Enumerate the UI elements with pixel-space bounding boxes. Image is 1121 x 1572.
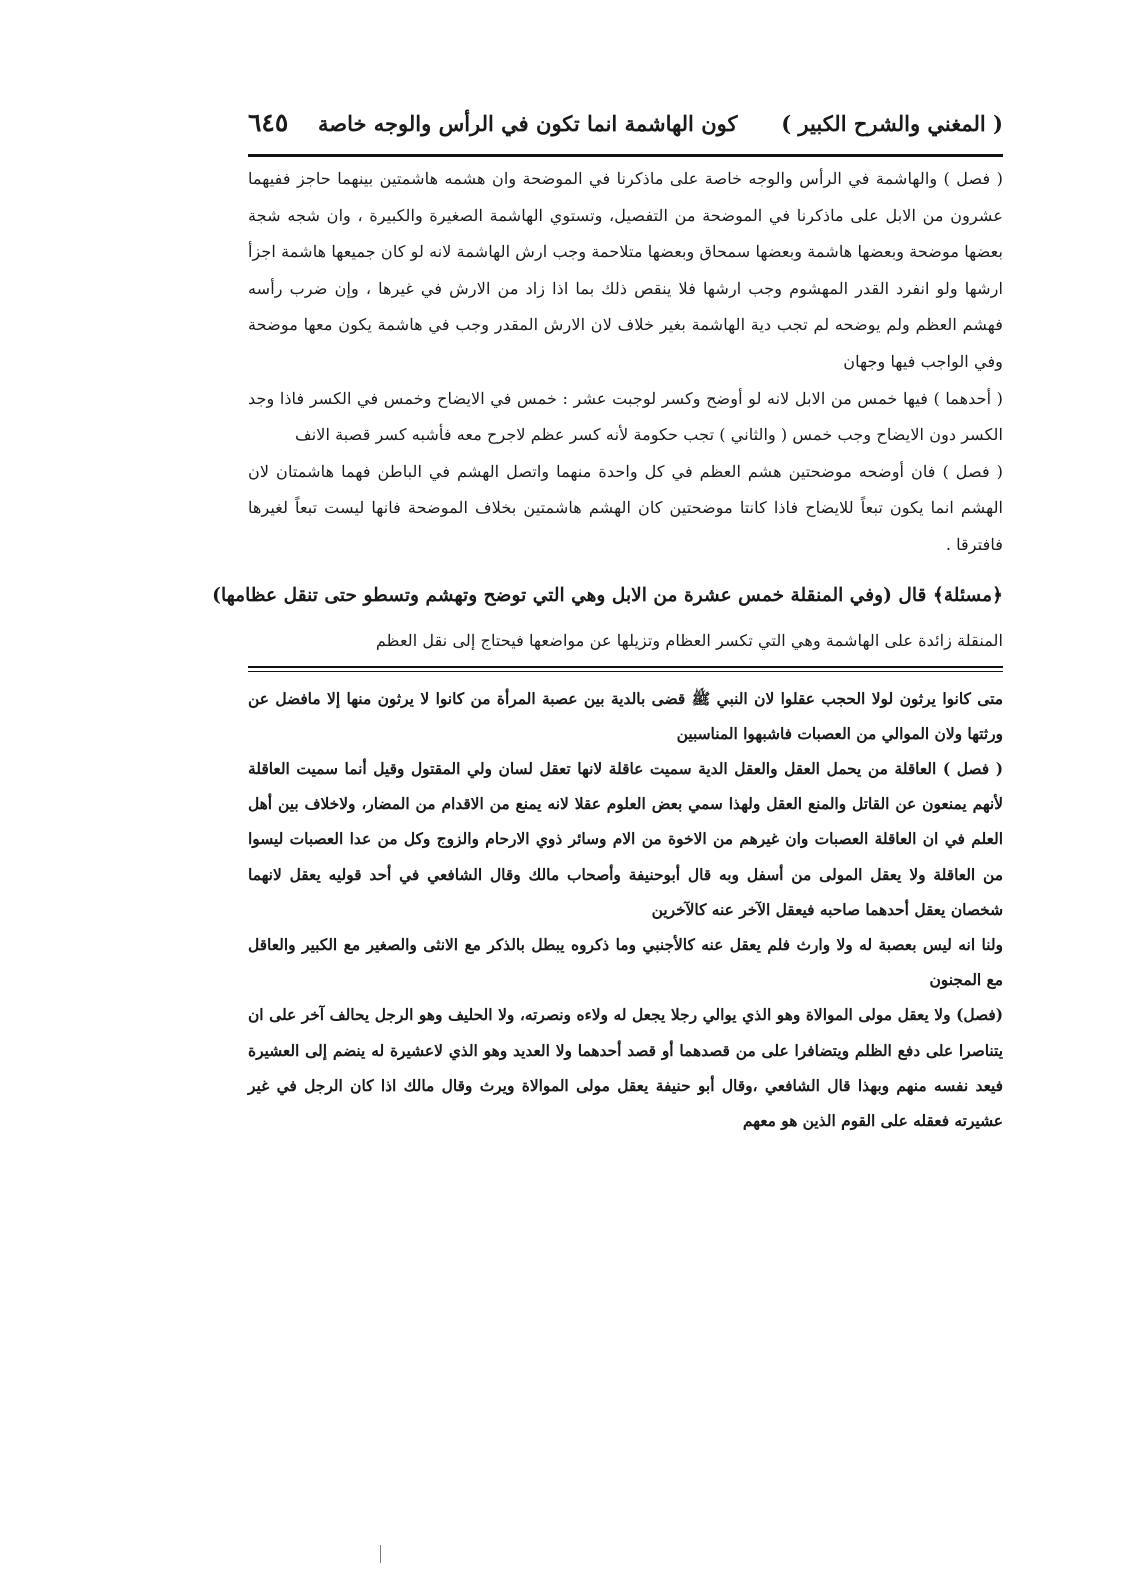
page-number: ٦٤٥ xyxy=(248,108,289,137)
paragraph-two-views: ( أحدهما ) فيها خمس من الابل لانه لو أوضح وكسر لوجبت عشر : خمس في الايضاح وخمس في الكسر فاذا وجد الكسر دون الايضاح وجب خمس ( والثاني ) تجب حكومة لأنه كسر عظم لاجرح معه فأشبه كسر قصبة الانف xyxy=(248,388,1003,445)
paragraph-muwalat: (فصل) ولا يعقل مولى الموالاة وهو الذي يوالي رجلا يجعل له ولاءه ونصرته، ولا الحليف وهو الرجل يحالف آخر على ان يتناصرا على دفع الظلم ويتضافرا على من قصدهما أو قصد أحدهما ولا العديد وهو الذي لاعشيرة له ينضم إلى العشيرة فيعد نفسه منهم وبهذا قال الشافعي ،وقال أبو حنيفة يعقل مولى الموالاة ويرث وقال مالك اذا كان الرجل في غير عشيرته فعقله على القوم الذين هو معهم xyxy=(248,1006,1003,1130)
masala-heading: ﴿مسئلة﴾ قال (وفي المنقلة خمس عشرة من الابل وهي التي توضح وتهشم وتسطو حتى تنقل عظامها) xyxy=(212,584,1003,606)
paragraph-two-mudiha: ( فصل ) فان أوضحه موضحتين هشم العظم في كل واحدة منهما واتصل الهشم في الباطن فهما هاشمتان لان الهشم انما يكون تبعاً للايضاح فاذا كانتا موضحتين كان الهشم هاشمتين بخلاف الموضحة فانها ليست تبعاً لغيرها فافترقا . xyxy=(248,461,1003,554)
paragraph-inheritance: متى كانوا يرثون لولا الحجب عقلوا لان النبي ﷺ قضى بالدية بين عصبة المرأة من كانوا لا يرثون منها إلا مافضل عن ورثتها ولان الموالي من العصبات فاشبهوا المناسبين xyxy=(248,689,1003,743)
scan-mark xyxy=(380,1545,381,1563)
paragraph-rebuttal: ولنا انه ليس بعصبة له ولا وارث فلم يعقل عنه كالأجنبي وما ذكروه يبطل بالذكر مع الانثى والصغير مع الكبير والعاقل مع المجنون xyxy=(248,935,1003,990)
lower-text xyxy=(248,680,1003,1140)
chapter-topic: كون الهاشمة انما تكون في الرأس والوجه خاصة xyxy=(318,111,738,136)
book-title: ( المغني والشرح الكبير ) xyxy=(781,111,1003,136)
commentary-line: المنقلة زائدة على الهاشمة وهي التي تكسر العظام وتزيلها عن مواضعها فيحتاج إلى نقل العظم xyxy=(375,630,1003,650)
section-divider xyxy=(248,666,1003,672)
main-text xyxy=(212,157,1003,660)
book-page xyxy=(212,108,1003,1139)
paragraph-aqila: ( فصل ) العاقلة من يحمل العقل والعقل الدية سميت عاقلة لانها تعقل لسان ولي المقتول وقيل أنما سميت العاقلة لأنهم يمنعون عن القاتل والمنع العقل ولهذا سمي بعض العلوم عقلا لانه يمنع من الاقدام من المضار، ولاخلاف بين أهل العلم في ان العاقلة العصبات وان غيرهم من الاخوة من الام وسائر ذوي الارحام والزوج وكل من عدا العصبات ليسوا من العاقلة ولا يعقل المولى من أسفل وبه قال أبوحنيفة وأصحاب مالك وقال الشافعي في أحد قوليه يعقل لانهما شخصان يعقل أحدهما صاحبه فيعقل الآخر عنه كالآخرين xyxy=(248,759,1003,919)
paragraph-hashima: ( فصل ) والهاشمة في الرأس والوجه خاصة على ماذكرنا في الموضحة وان هشمه هاشمتين بينهما حاجز ففيهما عشرون من الابل على ماذكرنا في الموضحة من التفصيل، وتستوي الهاشمة الصغيرة والكبيرة ، وان شجه شجة بعضها موضحة وبعضها هاشمة وبعضها سمحاق وبعضها متلاحمة وجب ارش الهاشمة لانه لو كان جميعها هاشمة اجزأ ارشها ولو انفرد القدر المهشوم وجب ارشها فلا ينقص ذلك بما اذا زاد من الارش في غيرها ، وإن ضرب رأسه فهشم العظم ولم يوضحه لم تجب دية الهاشمة بغير خلاف لان الارش المقدر وجب في هاشمة يكون معها موضحة وفي الواجب فيها وجهان xyxy=(248,169,1003,371)
running-header xyxy=(248,108,1003,150)
